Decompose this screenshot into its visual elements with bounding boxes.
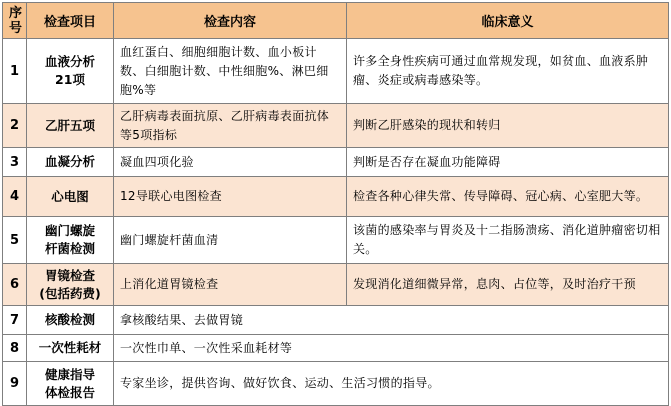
exam-items-table <box>2 2 669 406</box>
row-item: 心电图 <box>27 177 114 217</box>
row-number: 9 <box>3 362 27 406</box>
row-number: 4 <box>3 177 27 217</box>
row-item: 一次性耗材 <box>27 335 114 362</box>
row-meaning: 许多全身性疾病可通过血常规发现，如贫血、血液系肿瘤、炎症或病毒感染等。 <box>347 39 669 104</box>
row-meaning: 该菌的感染率与胃炎及十二指肠溃疡、消化道肿瘤密切相关。 <box>347 217 669 264</box>
row-content: 幽门螺旋杆菌血清 <box>114 217 347 264</box>
row-merged-content: 拿核酸结果、去做胃镜 <box>114 306 669 335</box>
row-meaning: 检查各种心律失常、传导障碍、冠心病、心室肥大等。 <box>347 177 669 217</box>
row-content: 乙肝病毒表面抗原、乙肝病毒表面抗体等5项指标 <box>114 104 347 148</box>
row-item: 血液分析 21项 <box>27 39 114 104</box>
row-content: 上消化道胃镜检查 <box>114 264 347 306</box>
row-number: 1 <box>3 39 27 104</box>
row-number: 6 <box>3 264 27 306</box>
table-header-row <box>3 3 669 39</box>
row-content: 12导联心电图检查 <box>114 177 347 217</box>
row-content: 血红蛋白、细胞细胞计数、血小板计数、白细胞计数、中性细胞%、淋巴细胞%等 <box>114 39 347 104</box>
table-row <box>3 177 669 217</box>
row-number: 5 <box>3 217 27 264</box>
header-exam-content: 检查内容 <box>114 3 347 39</box>
header-clinical-meaning: 临床意义 <box>347 3 669 39</box>
table-row <box>3 104 669 148</box>
table-row <box>3 362 669 406</box>
row-merged-content: 一次性巾单、一次性采血耗材等 <box>114 335 669 362</box>
row-number: 3 <box>3 148 27 177</box>
row-meaning: 判断是否存在凝血功能障碍 <box>347 148 669 177</box>
row-merged-content: 专家坐诊，提供咨询、做好饮食、运动、生活习惯的指导。 <box>114 362 669 406</box>
row-item: 健康指导 体检报告 <box>27 362 114 406</box>
table-row <box>3 306 669 335</box>
table-row <box>3 39 669 104</box>
table-row <box>3 217 669 264</box>
header-exam-item: 检查项目 <box>27 3 114 39</box>
table-row <box>3 148 669 177</box>
header-serial-number: 序 号 <box>3 3 27 39</box>
row-number: 7 <box>3 306 27 335</box>
table-row <box>3 335 669 362</box>
row-content: 凝血四项化验 <box>114 148 347 177</box>
row-item: 核酸检测 <box>27 306 114 335</box>
row-item: 血凝分析 <box>27 148 114 177</box>
row-item: 乙肝五项 <box>27 104 114 148</box>
row-number: 8 <box>3 335 27 362</box>
row-meaning: 发现消化道细微异常，息肉、占位等，及时治疗干预 <box>347 264 669 306</box>
row-meaning: 判断乙肝感染的现状和转归 <box>347 104 669 148</box>
row-number: 2 <box>3 104 27 148</box>
row-item: 幽门螺旋 杆菌检测 <box>27 217 114 264</box>
table-row <box>3 264 669 306</box>
row-item: 胃镜检查 (包括药费) <box>27 264 114 306</box>
